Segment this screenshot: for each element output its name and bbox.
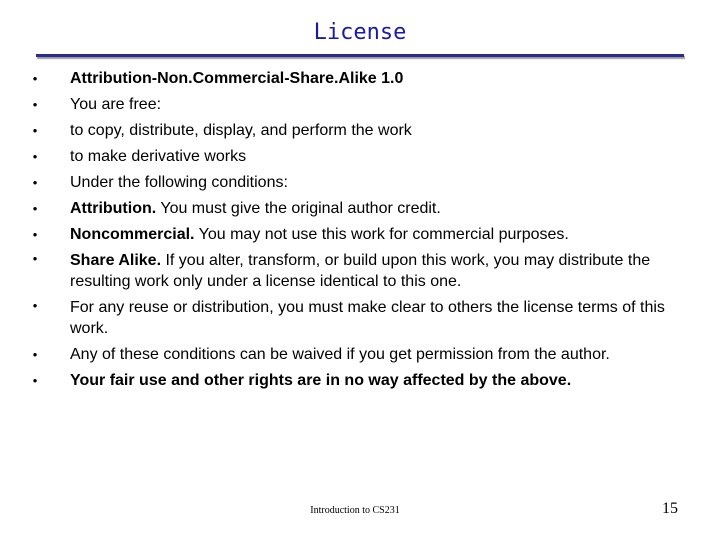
bullet-list — [28, 66, 700, 394]
bullet-text: You must give the original author credit. — [156, 200, 441, 217]
bullet-share-alike — [28, 248, 700, 295]
bullet-icon: • — [32, 251, 38, 266]
bullet-text: You are free: — [70, 96, 162, 113]
bullet-bold: Attribution-Non.Commercial-Share.Alike 1.0 — [70, 70, 404, 87]
bullet-derivative — [28, 144, 700, 170]
bullet-text: Under the following conditions: — [70, 174, 288, 191]
bullet-icon: • — [32, 298, 38, 313]
bullet-text: to make derivative works — [70, 148, 247, 165]
bullet-bold: Your fair use and other rights are in no way affected by the above. — [70, 372, 572, 389]
bullet-reuse — [28, 295, 700, 342]
bullet-bold: Attribution. — [70, 200, 157, 217]
bullet-license-name — [28, 66, 700, 92]
bullet-icon: • — [32, 123, 38, 138]
bullet-icon: • — [32, 71, 38, 86]
bullet-icon: • — [32, 201, 38, 216]
bullet-copy — [28, 118, 700, 144]
bullet-text: If you alter, transform, or build upon this work, you may distribute the resulting work only under a license identical to this one. — [70, 252, 651, 290]
bullet-text: to copy, distribute, display, and perform the work — [70, 122, 412, 139]
bullet-icon: • — [32, 373, 38, 388]
bullet-text: Any of these conditions can be waived if you get permission from the author. — [70, 346, 610, 363]
slide-footer: Introduction to CS231 — [310, 505, 400, 516]
bullet-fair-use — [28, 368, 700, 394]
bullet-icon: • — [32, 175, 38, 190]
slide-title: License — [313, 20, 407, 45]
bullet-text: For any reuse or distribution, you must make clear to others the license terms of this work. — [70, 299, 665, 337]
page-number: 15 — [662, 500, 678, 517]
bullet-icon: • — [32, 227, 38, 242]
bullet-you-are-free — [28, 92, 700, 118]
bullet-icon: • — [32, 347, 38, 362]
bullet-bold: Share Alike. — [70, 252, 162, 269]
bullet-icon: • — [32, 97, 38, 112]
bullet-attribution — [28, 196, 700, 222]
bullet-waived — [28, 342, 700, 368]
bullet-icon: • — [32, 149, 38, 164]
bullet-conditions — [28, 170, 700, 196]
bullet-text: You may not use this work for commercial purposes. — [194, 226, 569, 243]
bullet-bold: Noncommercial. — [70, 226, 195, 243]
bullet-noncommercial — [28, 222, 700, 248]
title-underline — [36, 54, 684, 57]
